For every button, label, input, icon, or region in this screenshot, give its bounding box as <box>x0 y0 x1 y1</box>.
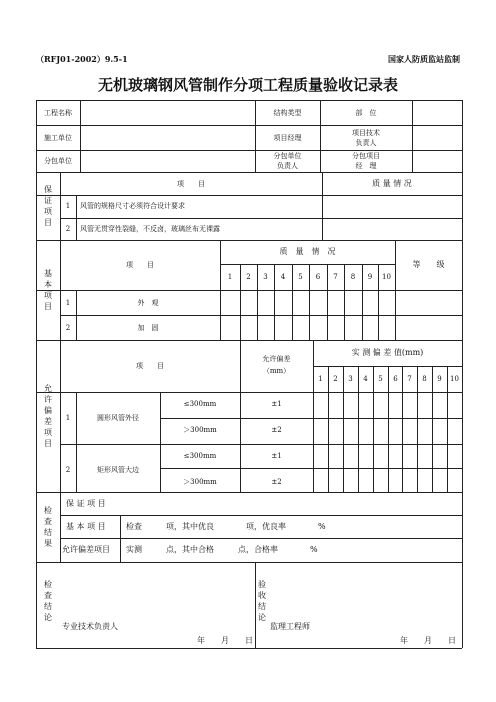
rule <box>36 492 462 493</box>
basic-quality-header: 质 量 情 况 <box>279 247 336 256</box>
rule <box>76 195 77 240</box>
basic-item-text: 加 固 <box>137 323 159 332</box>
tolerance-col-header: 9 <box>437 375 442 383</box>
tolerance-col-header: 3 <box>348 375 353 383</box>
tolerance-col-header: 2 <box>333 375 338 383</box>
guarantee-item-no: 1 <box>65 202 71 210</box>
rule <box>36 172 462 173</box>
guarantee-item-text: 风管无贯穿性裂缝，不反卤，玻璃丝布无裸露 <box>80 225 220 233</box>
rule <box>36 340 462 341</box>
rule <box>412 100 413 172</box>
basic-grade-header: 等 级 <box>412 260 445 269</box>
tolerance-allowance: ±2 <box>271 426 282 434</box>
basic-item-no: 2 <box>65 323 71 332</box>
rule <box>313 340 314 492</box>
basic-item-header: 项 目 <box>126 261 154 269</box>
rule <box>417 366 418 492</box>
rule <box>432 366 433 492</box>
part-label: 部 位 <box>355 108 377 117</box>
basic-col-header: 1 <box>227 273 233 281</box>
basic-col-header: 4 <box>280 273 286 281</box>
project-manager-label: 项目经理 <box>273 133 302 142</box>
rule <box>60 315 462 316</box>
rule <box>343 366 344 492</box>
rule <box>462 240 463 340</box>
rule <box>36 100 462 101</box>
tolerance-col-header: 7 <box>407 375 412 383</box>
rule <box>80 100 81 172</box>
rule <box>60 492 61 562</box>
rule <box>36 492 37 562</box>
result-section-label: 检查结果 <box>44 506 52 548</box>
rule <box>388 366 389 492</box>
rule <box>36 562 37 648</box>
tolerance-allowance: ±1 <box>271 400 282 408</box>
tech-lead-label-2: 负责人 <box>355 138 377 147</box>
sub-lead-label: 分包单位 <box>273 152 302 160</box>
rule <box>36 562 462 563</box>
rule <box>447 366 448 492</box>
result-tolerance-label: 允许偏差项目 <box>62 545 110 554</box>
sub-lead-label-2: 负责人 <box>277 162 298 170</box>
result-basic-label: 基 本 项 目 <box>66 521 106 531</box>
tolerance-col-header: 8 <box>422 375 427 383</box>
rule <box>76 392 77 492</box>
tolerance-item-header: 项 目 <box>136 362 164 370</box>
basic-col-header: 9 <box>367 273 373 281</box>
rule <box>220 264 395 265</box>
issuer: 国家人防质监站监制 <box>388 54 460 64</box>
tolerance-allowance: ±1 <box>271 452 282 460</box>
rule <box>36 240 37 340</box>
rule <box>36 392 462 393</box>
basic-col-header: 10 <box>382 273 391 281</box>
allowance-unit: （mm） <box>262 367 291 375</box>
basic-col-header: 8 <box>350 273 356 281</box>
tolerance-condition: ＞300mm <box>183 426 217 434</box>
guarantee-item-header: 项 目 <box>177 179 205 188</box>
tolerance-group-no: 2 <box>65 466 71 474</box>
rule <box>36 172 37 240</box>
rule <box>462 492 463 562</box>
result-tolerance-text: 实测 点，其中合格 点，合格率 % <box>126 545 318 554</box>
sub-pm-label: 分包项目 <box>352 152 380 160</box>
rule <box>36 648 462 649</box>
guarantee-item-no: 2 <box>65 225 71 233</box>
tolerance-col-header: 5 <box>378 375 383 383</box>
rule <box>373 366 374 492</box>
basic-section-label: 基本项目 <box>44 269 52 311</box>
rule <box>462 562 463 648</box>
check-date: 年 月 日 <box>197 636 253 645</box>
subcontractor-label: 分包单位 <box>44 157 72 165</box>
basic-item-text: 外 观 <box>137 298 159 307</box>
result-guarantee-label: 保 证 项 目 <box>66 498 106 508</box>
tolerance-condition: ≤300mm <box>183 452 217 460</box>
guarantee-quality-header: 质 量 情 况 <box>372 178 412 188</box>
supervisor-sign-label: 监理工程师 <box>270 622 310 631</box>
rule <box>36 125 462 126</box>
tolerance-condition: ≤300mm <box>183 400 217 408</box>
rule <box>462 100 463 172</box>
tolerance-col-header: 4 <box>363 375 368 383</box>
rule <box>462 172 463 240</box>
tech-lead-label: 项目技术 <box>352 128 380 137</box>
basic-col-header: 7 <box>333 273 338 281</box>
accept-date: 年 月 日 <box>400 636 456 645</box>
rule <box>328 366 329 492</box>
check-conclusion-label: 检查结论 <box>44 580 52 622</box>
structure-type-label: 结构类型 <box>273 108 302 117</box>
rule <box>402 366 403 492</box>
construction-unit-label: 施工单位 <box>44 133 72 142</box>
guarantee-item-text: 风管的规格尺寸必须符合设计要求 <box>80 202 185 210</box>
tolerance-allowance: ±2 <box>271 478 282 486</box>
basic-col-header: 5 <box>298 273 303 281</box>
rule <box>36 290 462 291</box>
rule <box>60 218 462 219</box>
rule <box>36 340 37 492</box>
rule <box>462 340 463 492</box>
tolerance-col-header: 10 <box>450 375 459 383</box>
tolerance-col-header: 1 <box>318 375 323 383</box>
tolerance-section-label: 允许偏差项目 <box>44 384 52 448</box>
rule <box>395 240 396 340</box>
rule <box>358 366 359 492</box>
tolerance-condition: ＞300mm <box>183 478 217 486</box>
basic-col-header: 2 <box>246 273 251 281</box>
basic-col-header: 6 <box>315 273 321 281</box>
page-title: 无机玻璃钢风管制作分项工程质量验收记录表 <box>97 76 398 94</box>
allowance-header: 允许偏差 <box>262 355 291 363</box>
tolerance-group-no: 1 <box>65 414 71 422</box>
basic-col-header: 3 <box>263 273 268 281</box>
rule <box>36 195 462 196</box>
project-name-label: 工程名称 <box>44 108 72 117</box>
sub-pm-label-2: 经 理 <box>355 162 377 170</box>
tolerance-group-name: 矩形风管大边 <box>97 466 139 474</box>
basic-item-no: 1 <box>65 298 71 307</box>
result-basic-text: 检查 项，其中优良 项，优良率 % <box>126 521 326 531</box>
measured-header: 实 测 偏 差 值(mm) <box>351 348 424 357</box>
guarantee-section-label: 保证项目 <box>44 185 52 227</box>
tolerance-group-name: 圆形风管外径 <box>97 414 139 422</box>
form-code: （RFJ01-2002）9.5-1 <box>36 54 128 64</box>
accept-conclusion-label: 验收结论 <box>258 580 266 622</box>
tolerance-col-header: 6 <box>393 375 398 383</box>
tech-lead-sign-label: 专业技术负责人 <box>62 622 118 631</box>
rule <box>36 240 462 241</box>
